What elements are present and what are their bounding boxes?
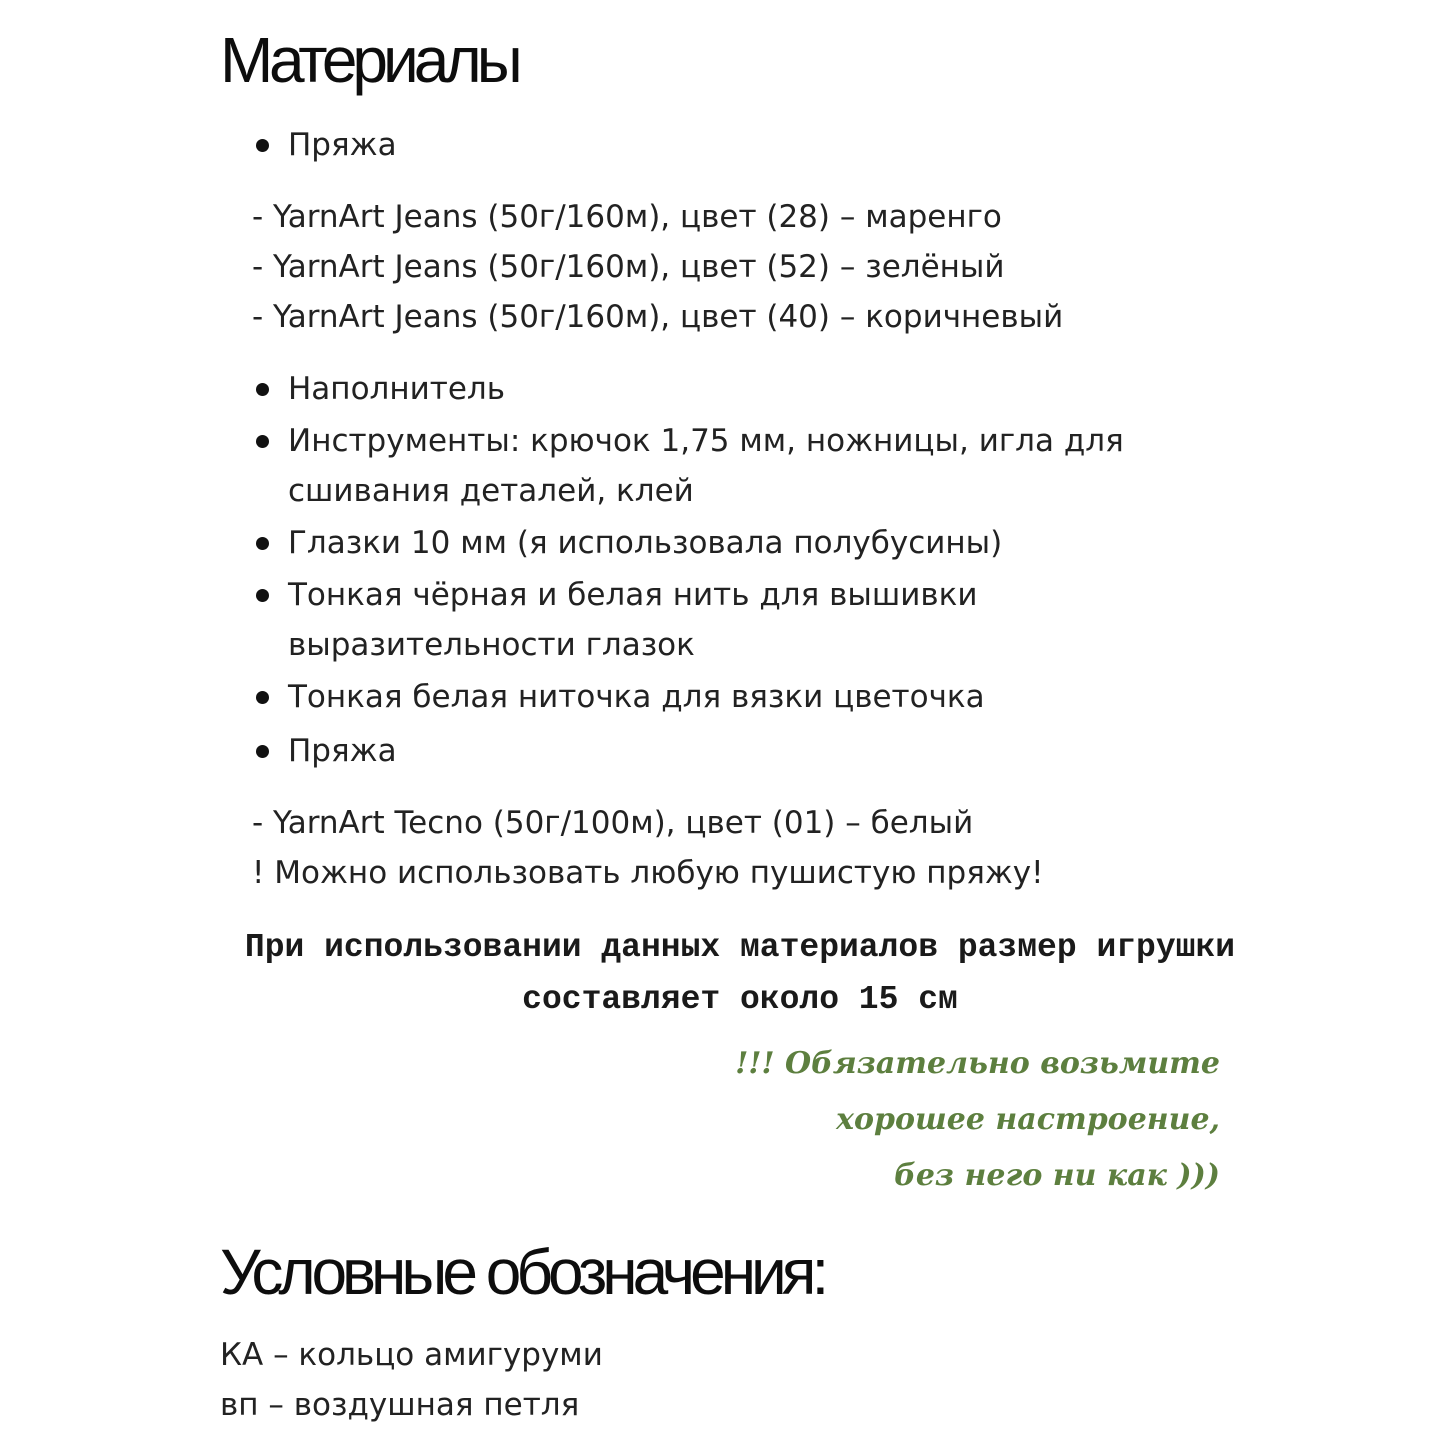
toy-size-note: При использовании данных материалов размер игрушки составляет около 15 см xyxy=(244,929,1236,1018)
legend-list xyxy=(220,1330,603,1430)
list-item-text: Тонкая чёрная и белая нить для вышивки выразительности глазок xyxy=(288,577,978,663)
list-item-text: Глазки 10 мм (я использовала полубусины) xyxy=(288,525,1003,561)
list-item-text: Тонкая белая ниточка для вязки цветочка xyxy=(288,679,985,715)
yarn-list-tecno xyxy=(252,798,1044,898)
list-item-text: Наполнитель xyxy=(288,371,505,407)
bullet-icon xyxy=(256,589,269,602)
list-item xyxy=(252,364,1232,414)
yarn-line: - YarnArt Tecno (50г/100м), цвет (01) – белый xyxy=(252,805,974,841)
list-item xyxy=(252,518,1232,568)
legend-heading: Условные обозначения: xyxy=(220,1236,825,1308)
materials-list-tools xyxy=(252,364,1232,724)
list-item xyxy=(252,726,397,776)
legend-item: вп – воздушная петля xyxy=(220,1387,580,1423)
list-item-text: Пряжа xyxy=(288,127,397,163)
yarn-list-jeans xyxy=(252,192,1063,342)
mood-line: хорошее настроение, xyxy=(836,1102,1220,1137)
materials-list-yarn-2 xyxy=(252,726,397,776)
mood-line: без него ни как ))) xyxy=(894,1158,1220,1193)
yarn-note: ! Можно использовать любую пушистую пряжу! xyxy=(252,855,1044,891)
bullet-icon xyxy=(256,383,269,396)
yarn-line: - YarnArt Jeans (50г/160м), цвет (52) – зелёный xyxy=(252,249,1005,285)
bullet-icon xyxy=(256,435,269,448)
list-item xyxy=(252,570,1232,670)
bullet-icon xyxy=(256,537,269,550)
materials-list-yarn xyxy=(252,120,397,170)
list-item-text: Инструменты: крючок 1,75 мм, ножницы, игла для сшивания деталей, клей xyxy=(288,423,1124,509)
bullet-icon xyxy=(256,691,269,704)
legend-item: КА – кольцо амигуруми xyxy=(220,1337,603,1373)
mood-line: !!! Обязательно возьмите xyxy=(735,1046,1220,1081)
yarn-line: - YarnArt Jeans (50г/160м), цвет (40) – коричневый xyxy=(252,299,1064,335)
mood-note xyxy=(735,1036,1220,1204)
bullet-icon xyxy=(256,745,269,758)
list-item-text: Пряжа xyxy=(288,733,397,769)
bullet-icon xyxy=(256,139,269,152)
yarn-line: - YarnArt Jeans (50г/160м), цвет (28) – маренго xyxy=(252,199,1002,235)
list-item xyxy=(252,416,1232,516)
list-item xyxy=(252,672,1232,722)
materials-heading: Материалы xyxy=(220,24,518,96)
list-item xyxy=(252,120,397,170)
